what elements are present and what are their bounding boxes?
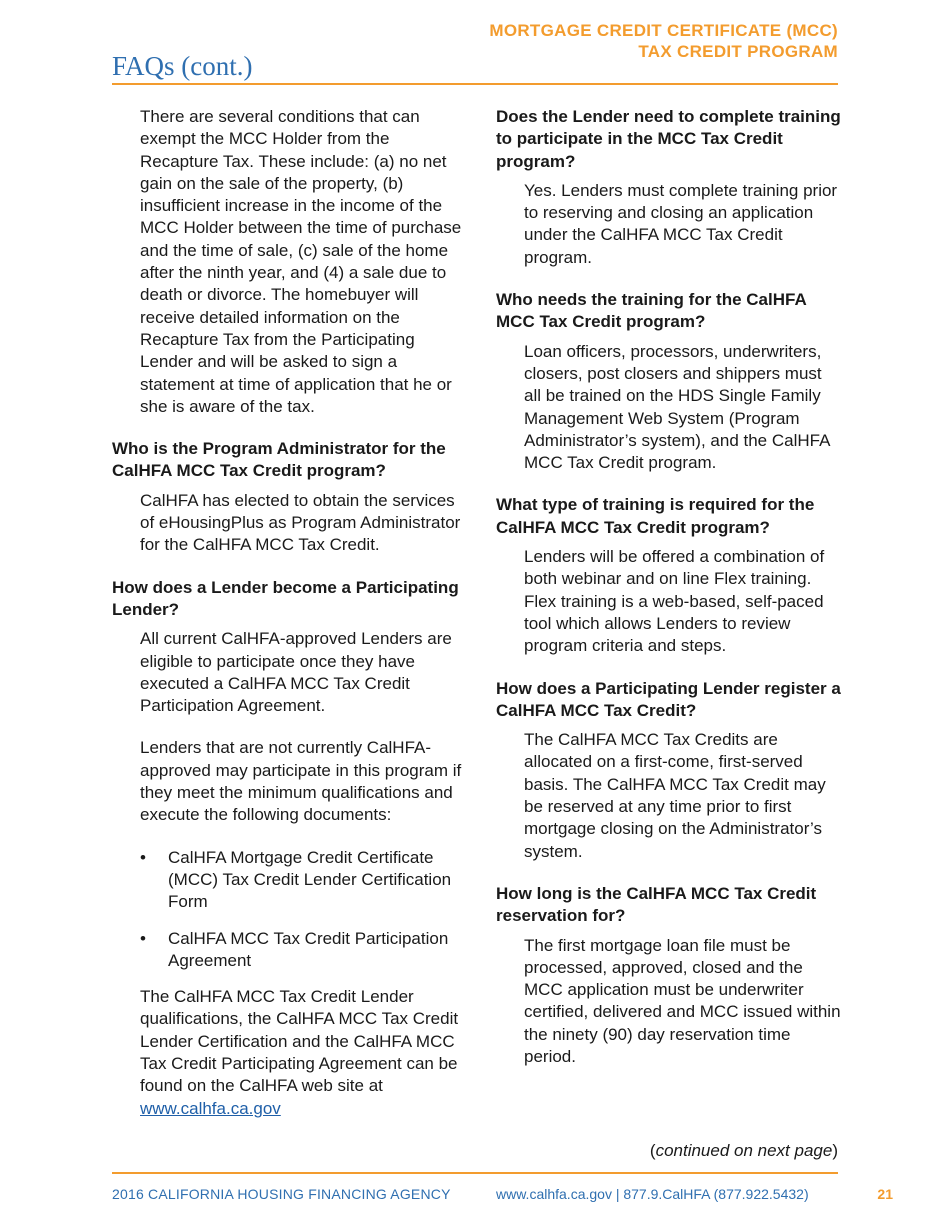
right-column (496, 106, 841, 1088)
answer-training-type: Lenders will be offered a combination of both webinar and on line Flex training. Flex training is a web-based, self-paced tool which allows Lenders to review program criteria and steps. (524, 547, 825, 656)
closing-text: The CalHFA MCC Tax Credit Lender qualifications, the CalHFA MCC Tax Credit Lender Certification and the CalHFA MCC Tax Credit Participating Agreement can be found on the CalHFA web site at (140, 987, 459, 1096)
question-training-required: Does the Lender need to complete training to participate in the MCC Tax Credit program? (496, 107, 841, 171)
question-who-needs-training: Who needs the training for the CalHFA MCC Tax Credit program? (496, 290, 807, 332)
lender-documents-location-text (140, 986, 462, 1120)
header-divider (112, 83, 838, 85)
question-program-administrator: Who is the Program Administrator for the CalHFA MCC Tax Credit program? (112, 439, 446, 481)
continued-text: continued on next page (655, 1141, 833, 1160)
recapture-exemptions-text: There are several conditions that can exempt the MCC Holder from the Recapture Tax. These include: (a) no net gain on the sale of the property, (b) insufficient increase in the income of the MCC Holder between the time of purchase and the time of sale, (c) sale of the home after the ninth year, and (4) a sale due to death or divorce. The homebuyer will receive detailed information on the Recapture Tax from the Participating Lender and will be asked to sign a statement at time of application that he or she is aware of the tax. (140, 107, 462, 416)
answer-reservation-length: The first mortgage loan file must be processed, approved, closed and the MCC application must be underwriter certified, delivered and MCC issued within the ninety (90) day reservation time period. (524, 935, 841, 1066)
page-title: FAQs (cont.) (112, 51, 253, 81)
question-register-mcc: How does a Participating Lender register a CalHFA MCC Tax Credit? (496, 678, 841, 720)
answer-participating-lender-p2: Lenders that are not currently CalHFA-approved may participate in this program if they meet the minimum qualifications and execute the following documents: (140, 738, 462, 825)
answer-program-administrator: CalHFA has elected to obtain the services of eHousingPlus as Program Administrator for the CalHFA MCC Tax Credit. (140, 490, 461, 555)
program-header (489, 20, 838, 62)
continued-note (650, 1141, 838, 1161)
left-column (112, 106, 462, 1140)
footer-divider (112, 1172, 838, 1174)
calhfa-website-link[interactable]: www.calhfa.ca.gov (140, 1098, 281, 1118)
list-item: • CalHFA Mortgage Credit Certificate (MCC) Tax Credit Lender Certification Form (140, 847, 462, 914)
continued-close-paren: ) (832, 1141, 838, 1160)
question-training-type: What type of training is required for the CalHFA MCC Tax Credit program? (496, 495, 815, 537)
required-documents-list (140, 847, 462, 972)
answer-training-required: Yes. Lenders must complete training prior to reserving and closing an application under the CalHFA MCC Tax Credit program. (524, 180, 838, 267)
answer-participating-lender-p1: All current CalHFA-approved Lenders are eligible to participate once they have executed a CalHFA MCC Tax Credit Participation Agreement. (140, 629, 452, 716)
footer-contact: www.calhfa.ca.gov | 877.9.CalHFA (877.922.5432) (496, 1186, 809, 1202)
answer-who-needs-training: Loan officers, processors, underwriters, closers, post closers and shippers must all be trained on the HDS Single Family Management Web System (Program Administrator’s system), and the CalHFA MCC Tax Credit program. (524, 341, 830, 473)
answer-register-mcc: The CalHFA MCC Tax Credits are allocated on a first-come, first-served basis. The CalHFA MCC Tax Credit may be reserved at any time prior to first mortgage closing on the Administrator’s system. (524, 730, 826, 861)
continued-open-paren: ( (649, 1141, 656, 1160)
program-header-line2: TAX CREDIT PROGRAM (638, 42, 838, 61)
program-header-line1: MORTGAGE CREDIT CERTIFICATE (MCC) (489, 21, 838, 40)
list-item: • CalHFA MCC Tax Credit Participation Agreement (140, 928, 462, 973)
footer-agency: 2016 CALIFORNIA HOUSING FINANCING AGENCY (112, 1186, 451, 1202)
page-number: 21 (877, 1186, 893, 1202)
question-become-participating-lender: How does a Lender become a Participating Lender? (112, 577, 459, 619)
question-reservation-length: How long is the CalHFA MCC Tax Credit reservation for? (496, 883, 817, 926)
